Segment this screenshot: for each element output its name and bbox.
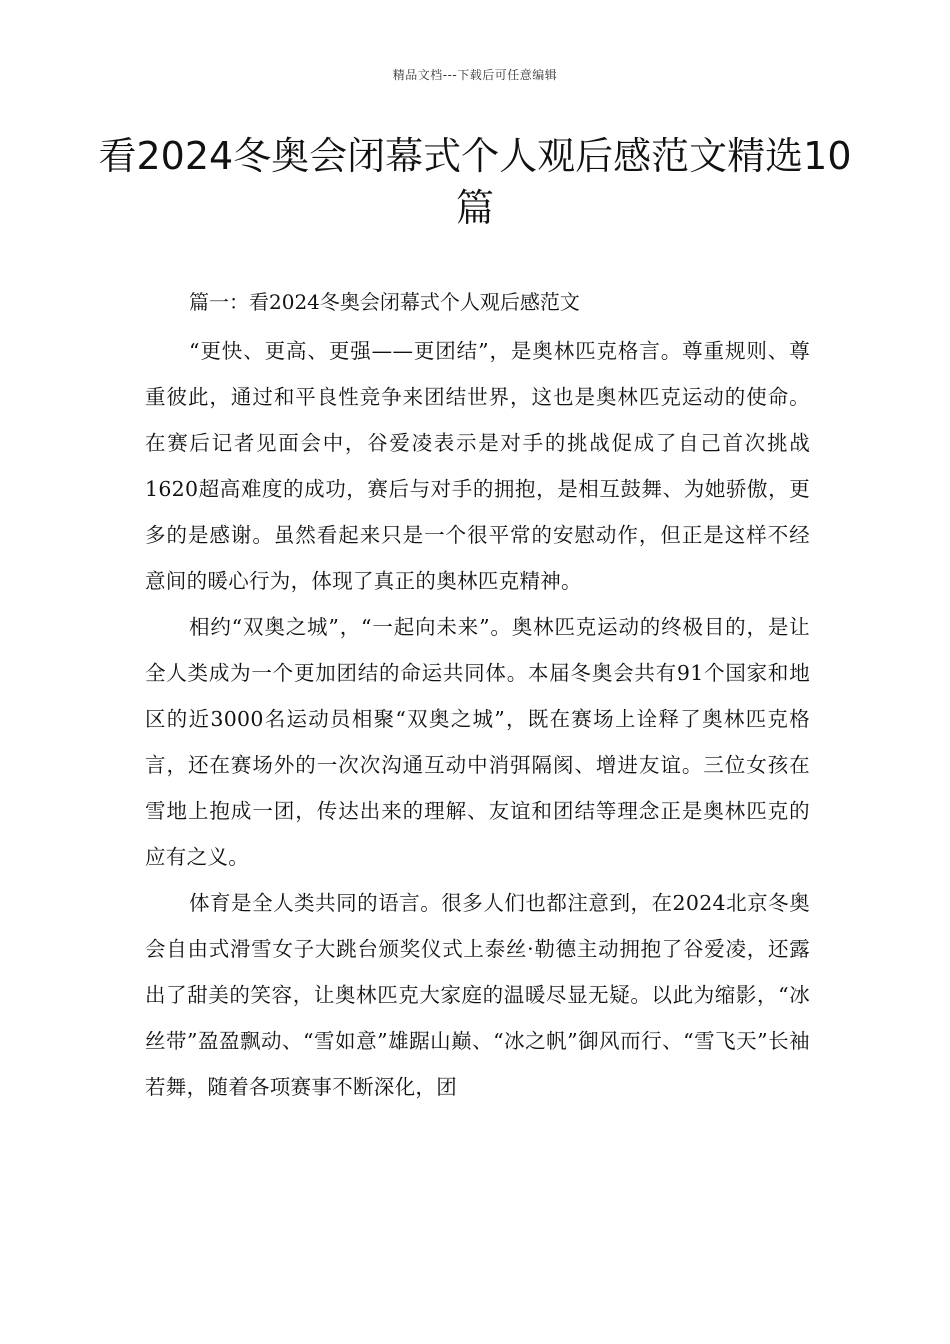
document-body: [145, 280, 810, 1110]
paragraph-1: “更快、更高、更强——更团结”，是奥林匹克格言。尊重规则、尊重彼此，通过和平良性竞争来团结世界，这也是奥林匹克运动的使命。在赛后记者见面会中，谷爱凌表示是对手的挑战促成了自己首次挑战1620超高难度的成功，赛后与对手的拥抱，是相互鼓舞、为她骄傲，更多的是感谢。虽然看起来只是一个很平常的安慰动作，但正是这样不经意间的暖心行为，体现了真正的奥林匹克精神。: [145, 339, 810, 593]
paragraph-2: 相约“双奥之城”，“一起向未来”。奥林匹克运动的终极目的，是让全人类成为一个更加团结的命运共同体。本届冬奥会共有91个国家和地区的近3000名运动员相聚“双奥之城”，既在赛场上诠释了奥林匹克格言，还在赛场外的一次次沟通互动中消弭隔阂、增进友谊。三位女孩在雪地上抱成一团，传达出来的理解、友谊和团结等理念正是奥林匹克的应有之义。: [145, 615, 810, 869]
paragraph-3: 体育是全人类共同的语言。很多人们也都注意到，在2024北京冬奥会自由式滑雪女子大跳台颁奖仪式上泰丝·勒德主动拥抱了谷爱凌，还露出了甜美的笑容，让奥林匹克大家庭的温暖尽显无疑。以此为缩影，“冰丝带”盈盈飘动、“雪如意”雄踞山巅、“冰之帆”御风而行、“雪飞天”长袖若舞，随着各项赛事不断深化，团: [145, 891, 810, 1099]
header-note: 精品文档---下载后可任意编辑: [392, 68, 558, 82]
section-heading: 篇一：看2024冬奥会闭幕式个人观后感范文: [189, 290, 580, 314]
document-title: 看2024冬奥会闭幕式个人观后感范文精选10篇: [98, 134, 852, 230]
